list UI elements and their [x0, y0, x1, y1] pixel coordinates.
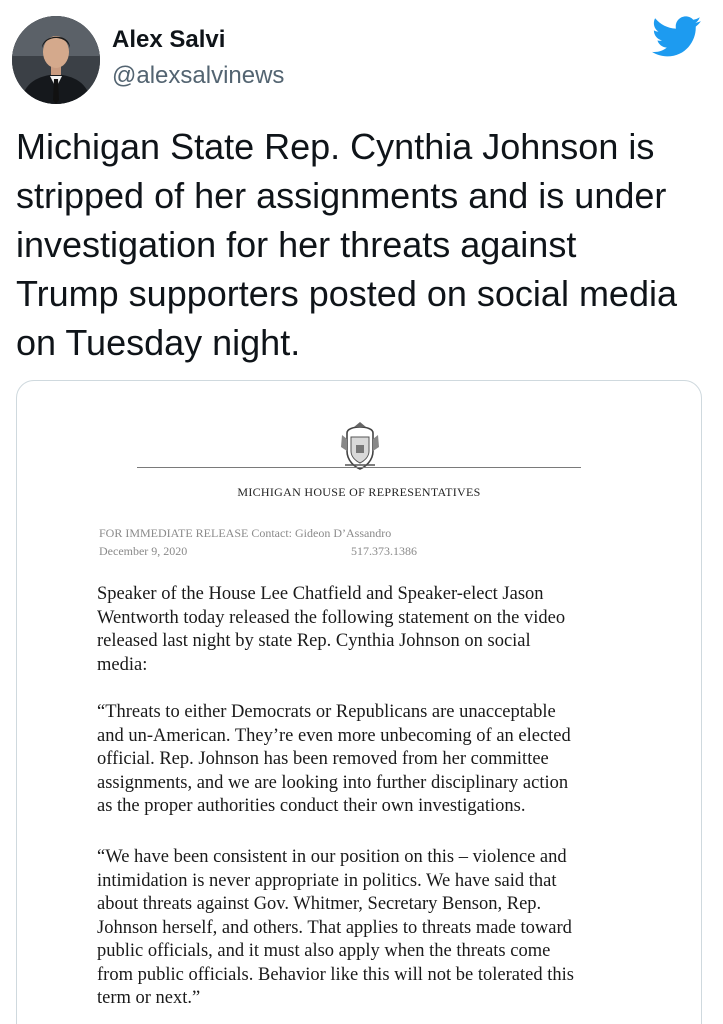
profile-photo — [12, 16, 100, 104]
letterhead-rule — [137, 467, 581, 468]
avatar[interactable] — [12, 16, 100, 104]
tweet-image[interactable] — [16, 380, 702, 1024]
statement-paragraph: “Threats to either Democrats or Republicans are unacceptable and un-American. They’re even more unbecoming of an elected official. Rep. Johnson has been removed from her committee assignments, and we are looking into further disciplinary action as the proper authorities conduct their own investigations. — [97, 702, 571, 816]
tweet-text: Michigan State Rep. Cynthia Johnson is stripped of her assignments and is under investigation for her threats against Trump supporters posted on social media on Tuesday night. — [16, 126, 677, 363]
release-date: December 9, 2020 — [99, 544, 188, 558]
display-name[interactable]: Alex Salvi — [112, 26, 226, 53]
statement-paragraph: Speaker of the House Lee Chatfield and Speaker-elect Jason Wentworth today released the following statement on the video released last night by state Rep. Cynthia Johnson on social media: — [97, 584, 566, 675]
michigan-seal-icon — [337, 421, 383, 471]
letterhead-title: MICHIGAN HOUSE OF REPRESENTATIVES — [237, 485, 481, 499]
release-contact-line: FOR IMMEDIATE RELEASE Contact: Gideon D’Assandro — [99, 526, 392, 540]
user-handle[interactable]: @alexsalvinews — [112, 62, 285, 89]
twitter-bird-icon — [652, 16, 702, 58]
statement-paragraph: “We have been consistent in our position on this – violence and intimidation is never appropriate in politics. We have said that about threats against Gov. Whitmer, Secretary Benson, Rep. Johnson herself, and others. That applies to threats made toward public officials, and it must also apply when the threats come from public officials. Behavior like this will not be tolerated this term or next.” — [97, 847, 574, 1008]
release-phone: 517.373.1386 — [351, 544, 417, 558]
